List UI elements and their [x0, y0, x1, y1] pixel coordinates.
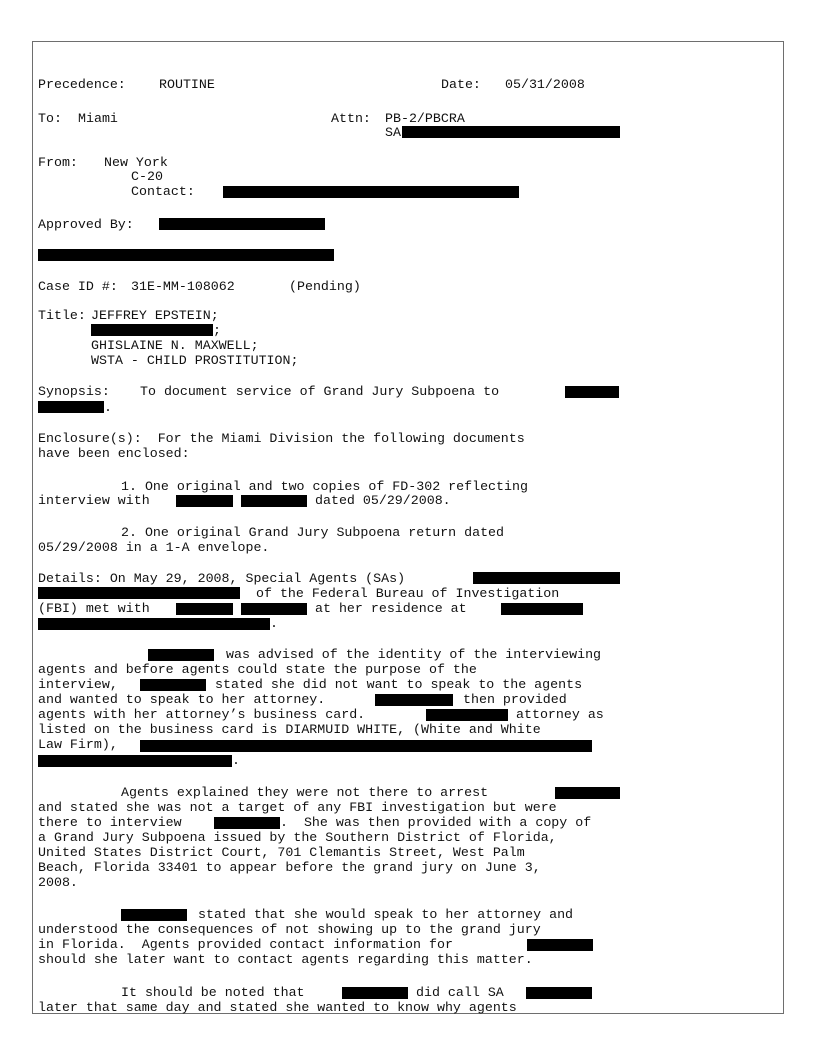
- details-line: Details: On May 29, 2008, Special Agents (SAs): [38, 571, 406, 586]
- redaction-bar: [176, 495, 233, 507]
- details-line: stated she did not want to speak to the agents: [215, 677, 583, 692]
- redaction-bar: [555, 787, 620, 799]
- redaction-bar: [91, 324, 213, 336]
- redaction-bar: [176, 603, 233, 615]
- synopsis-text: To document service of Grand Jury Subpoena to: [140, 384, 500, 399]
- details-line: agents with her attorney’s business card.: [38, 707, 366, 722]
- details-line: It should be noted that: [121, 985, 305, 1000]
- details-line: a Grand Jury Subpoena issued by the Southern District of Florida,: [38, 830, 557, 845]
- redaction-bar: [140, 679, 206, 691]
- details-line: and stated she was not a target of any FBI investigation but were: [38, 800, 557, 815]
- attn-value: PB-2/PBCRA: [385, 111, 465, 126]
- details-line: later that same day and stated she wanted to know why agents: [38, 1000, 517, 1015]
- details-line: attorney as: [516, 707, 604, 722]
- approved-label: Approved By:: [38, 217, 134, 232]
- synopsis-end: .: [104, 400, 112, 415]
- details-line: did call SA: [416, 985, 504, 1000]
- title-line-2-suffix: ;: [213, 323, 221, 338]
- redaction-bar: [38, 618, 270, 630]
- redaction-bar: [38, 755, 232, 767]
- redaction-bar: [375, 694, 453, 706]
- details-line: Beach, Florida 33401 to appear before the grand jury on June 3,: [38, 860, 541, 875]
- details-line: and wanted to speak to her attorney.: [38, 692, 326, 707]
- enclosure-item-1-line-1: 1. One original and two copies of FD-302 reflecting: [121, 479, 528, 494]
- redaction-bar: [473, 572, 620, 584]
- enclosure-item-1-suffix: dated 05/29/2008.: [315, 493, 451, 508]
- contact-label: Contact:: [131, 184, 195, 199]
- details-line: stated that she would speak to her attorney and: [198, 907, 574, 922]
- date-label: Date:: [441, 77, 481, 92]
- precedence-label: Precedence:: [38, 77, 126, 92]
- attn-sa: SA: [385, 125, 401, 140]
- to-label: To:: [38, 111, 62, 126]
- redaction-bar: [223, 186, 519, 198]
- from-value: New York: [104, 155, 168, 170]
- title-line-4: WSTA - CHILD PROSTITUTION;: [91, 353, 299, 368]
- redaction-bar: [402, 126, 620, 138]
- redaction-bar: [159, 218, 325, 230]
- case-status: (Pending): [289, 279, 361, 294]
- redaction-bar: [342, 987, 408, 999]
- title-label: Title:: [38, 308, 86, 323]
- precedence-value: ROUTINE: [159, 77, 215, 92]
- details-line: United States District Court, 701 Clemantis Street, West Palm: [38, 845, 525, 860]
- details-line: (FBI) met with: [38, 601, 150, 616]
- case-value: 31E-MM-108062: [131, 279, 235, 294]
- redaction-bar: [565, 386, 619, 398]
- date-value: 05/31/2008: [505, 77, 585, 92]
- details-line: interview,: [38, 677, 118, 692]
- enclosure-item-2-line-1: 2. One original Grand Jury Subpoena return dated: [121, 525, 505, 540]
- redaction-bar: [38, 249, 334, 261]
- redaction-bar: [526, 987, 592, 999]
- redaction-bar: [121, 909, 187, 921]
- from-label: From:: [38, 155, 78, 170]
- redaction-bar: [501, 603, 583, 615]
- details-line: agents and before agents could state the purpose of the: [38, 662, 477, 677]
- details-line: at her residence at: [315, 601, 467, 616]
- redaction-bar: [214, 817, 280, 829]
- redaction-bar: [38, 401, 104, 413]
- attn-label: Attn:: [331, 111, 371, 126]
- redaction-bar: [148, 649, 214, 661]
- enclosure-line-2: have been enclosed:: [38, 446, 190, 461]
- from-unit: C-20: [131, 169, 163, 184]
- title-line-1: JEFFREY EPSTEIN;: [91, 308, 219, 323]
- enclosure-item-1-prefix: interview with: [38, 493, 150, 508]
- details-line: of the Federal Bureau of Investigation: [256, 586, 560, 601]
- details-line: understood the consequences of not showing up to the grand jury: [38, 922, 541, 937]
- details-line: . She was then provided with a copy of: [280, 815, 592, 830]
- details-line: 2008.: [38, 875, 78, 890]
- title-line-3: GHISLAINE N. MAXWELL;: [91, 338, 259, 353]
- case-label: Case ID #:: [38, 279, 118, 294]
- redaction-bar: [140, 740, 592, 752]
- details-line: Law Firm),: [38, 737, 118, 752]
- enclosure-item-2-line-2: 05/29/2008 in a 1-A envelope.: [38, 540, 270, 555]
- details-line: in Florida. Agents provided contact information for: [38, 937, 453, 952]
- details-line: Agents explained they were not there to arrest: [121, 785, 489, 800]
- details-line: should she later want to contact agents regarding this matter.: [38, 952, 533, 967]
- enclosure-line-1: Enclosure(s): For the Miami Division the following documents: [38, 431, 525, 446]
- redaction-bar: [38, 587, 240, 599]
- redaction-bar: [241, 495, 307, 507]
- details-line: then provided: [463, 692, 567, 707]
- details-line: was advised of the identity of the interviewing: [226, 647, 602, 662]
- redaction-bar: [527, 939, 593, 951]
- details-line: .: [232, 753, 240, 768]
- details-line: there to interview: [38, 815, 182, 830]
- synopsis-label: Synopsis:: [38, 384, 110, 399]
- redaction-bar: [426, 709, 508, 721]
- redaction-bar: [241, 603, 307, 615]
- details-line: .: [270, 616, 278, 631]
- to-value: Miami: [78, 111, 118, 126]
- details-line: listed on the business card is DIARMUID WHITE, (White and White: [38, 722, 541, 737]
